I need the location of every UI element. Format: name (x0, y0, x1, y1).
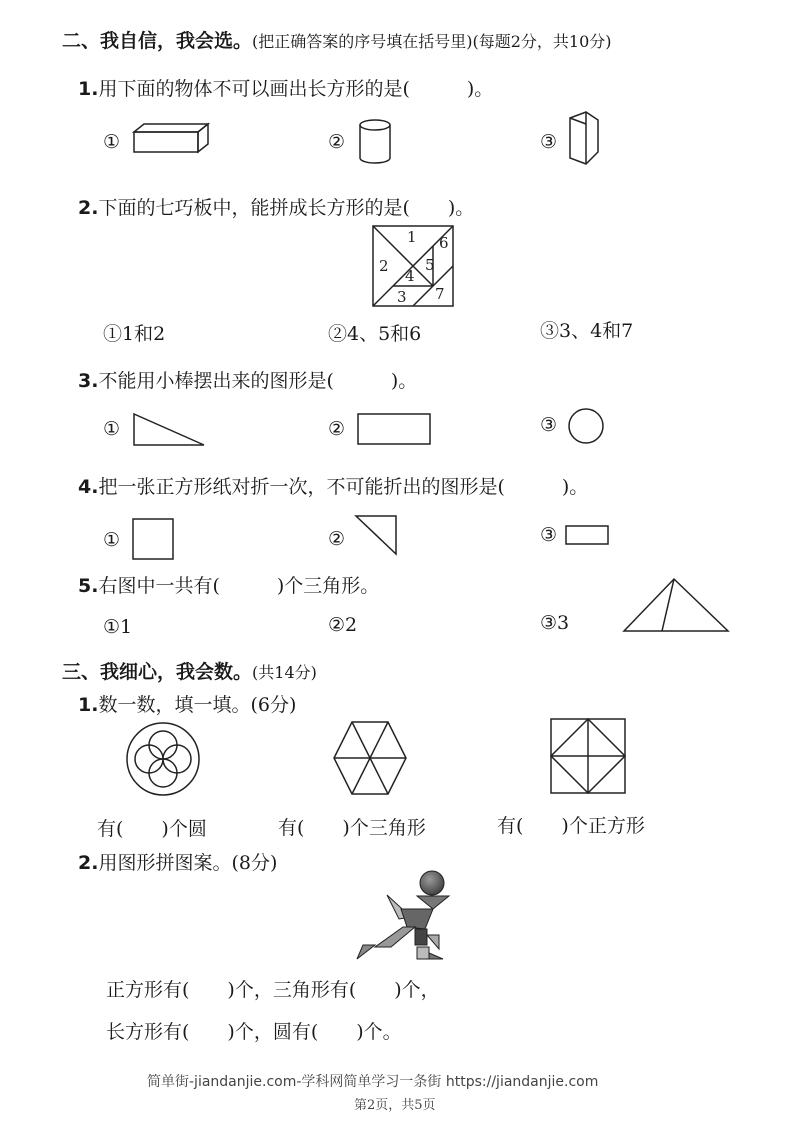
tangram-person-figure (355, 869, 461, 963)
tangram-label-6: 6 (439, 234, 449, 252)
pattern-count-line-2: 长方形有( )个，圆有( )个。 (106, 1021, 402, 1043)
triangular-prism-figure (568, 110, 602, 168)
square-figure (131, 517, 175, 561)
question-number: 2. (78, 852, 99, 874)
question-number: 4. (78, 476, 99, 498)
question-4 (78, 472, 588, 499)
q1-option-a-label: ① (103, 131, 121, 153)
question-number: 3. (78, 370, 99, 392)
tangram-label-5: 5 (425, 256, 435, 274)
q5-option-a: ①1 (103, 616, 133, 638)
section-2-heading (62, 26, 612, 53)
question-text: 下面的七巧板中，能拼成长方形的是( )。 (98, 197, 475, 219)
tangram-label-3: 3 (397, 288, 407, 306)
q2-option-b: ②4、5和6 (328, 323, 422, 345)
question-2 (78, 193, 474, 220)
question-text: 数一数，填一填。(6分) (98, 694, 297, 716)
section-2-title: 二、我自信，我会选。 (62, 30, 253, 52)
q1-option-b-label: ② (328, 131, 346, 153)
triangles-count-blank: 有( )个三角形 (278, 817, 426, 839)
tangram-label-7: 7 (435, 285, 445, 303)
q4-option-b-label: ② (328, 528, 346, 550)
section-3-note: (共14分) (252, 663, 317, 682)
q3-option-a-label: ① (103, 418, 121, 440)
squares-count-blank: 有( )个正方形 (497, 815, 645, 837)
question-number: 1. (78, 78, 99, 100)
question-text: 右图中一共有( )个三角形。 (98, 575, 380, 597)
square-diamond-figure (549, 717, 629, 797)
q3-option-b-label: ② (328, 418, 346, 440)
question-3 (78, 366, 417, 393)
overlapping-circles-figure (125, 721, 201, 797)
question-text: 用图形拼图案。(8分) (98, 852, 278, 874)
triangle-figure (354, 514, 400, 558)
question-number: 1. (78, 694, 99, 716)
rectangle-figure (356, 412, 432, 446)
s3-question-1 (78, 690, 296, 717)
q4-option-c-label: ③ (540, 524, 558, 546)
cuboid-figure (132, 122, 212, 154)
s3-question-2 (78, 848, 277, 875)
question-5 (78, 571, 379, 598)
pattern-count-line-1: 正方形有( )个，三角形有( )个， (106, 979, 440, 1001)
tangram-label-4: 4 (405, 267, 415, 285)
section-3-title: 三、我细心，我会数。 (62, 661, 253, 683)
q2-option-c: ③3、4和7 (540, 320, 634, 342)
q1-option-c-label: ③ (540, 131, 558, 153)
q2-option-a: ①1和2 (103, 323, 166, 345)
q4-option-a-label: ① (103, 529, 121, 551)
question-number: 5. (78, 575, 99, 597)
small-rectangle-figure (564, 524, 610, 546)
section-2-note: (把正确答案的序号填在括号里)(每题2分，共10分) (252, 32, 612, 51)
tangram-figure (372, 225, 454, 307)
cylinder-figure (358, 118, 394, 166)
question-text: 用下面的物体不可以画出长方形的是( )。 (98, 78, 494, 100)
q5-option-c: ③3 (540, 612, 570, 634)
page-number: 第2页，共5页 (354, 1098, 436, 1113)
tangram-label-2: 2 (379, 257, 389, 275)
circle-figure (566, 406, 606, 446)
question-text: 不能用小棒摆出来的图形是( )。 (98, 370, 418, 392)
question-text: 把一张正方形纸对折一次，不可能折出的图形是( )。 (98, 476, 589, 498)
tangram-label-1: 1 (407, 228, 417, 246)
right-triangle-figure (132, 412, 208, 448)
q3-option-c-label: ③ (540, 414, 558, 436)
circles-count-blank: 有( )个圆 (97, 818, 207, 840)
hexagon-figure (332, 718, 408, 798)
q5-option-b: ②2 (328, 614, 358, 636)
question-number: 2. (78, 197, 99, 219)
section-3-heading (62, 657, 317, 684)
split-triangle-figure (622, 577, 732, 635)
question-1 (78, 74, 493, 101)
footer-site: 简单街-jiandanjie.com-学科网简单学习一条街 https://jiandanjie.com (147, 1074, 599, 1090)
